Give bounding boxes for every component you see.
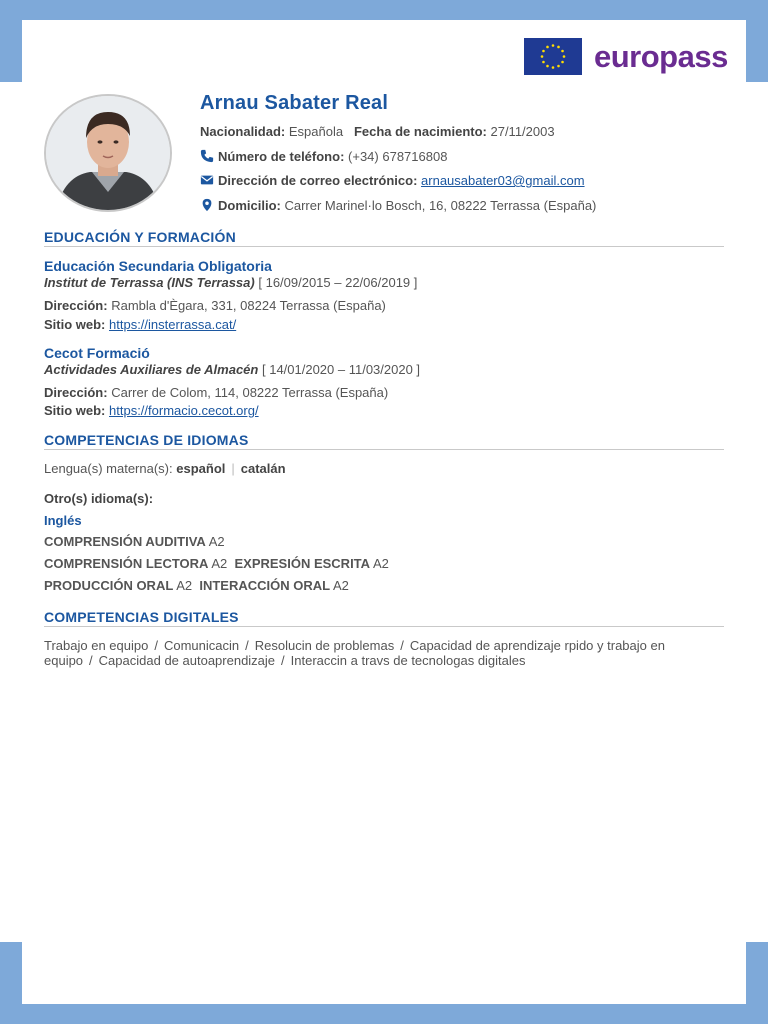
eu-flag-icon — [524, 38, 582, 75]
language-name: Inglés — [44, 513, 82, 528]
education-item-address-label: Dirección: — [44, 385, 108, 400]
email-link[interactable]: arnausabater03@gmail.com — [421, 173, 585, 188]
education-item-web-label: Sitio web: — [44, 403, 106, 418]
separator: / — [400, 638, 404, 653]
listening-label: COMPRENSIÓN AUDITIVA — [44, 534, 206, 549]
digital-skill-item: Comunicacin — [163, 638, 240, 653]
education-item-org-line — [44, 275, 417, 290]
birth-label: Fecha de nacimiento: — [353, 124, 487, 139]
writing-label: EXPRESIÓN ESCRITA — [234, 556, 371, 571]
education-item-org-line — [44, 362, 420, 377]
eu-star — [552, 44, 555, 47]
digital-skill-item: Capacidad de autoaprendizaje — [98, 653, 276, 668]
separator: / — [89, 653, 93, 668]
separator: / — [245, 638, 249, 653]
phone-label: Número de teléfono: — [218, 149, 345, 164]
education-item-web-line — [44, 403, 259, 418]
digital-skill-item: Trabajo en equipo — [44, 638, 149, 653]
separator: / — [281, 653, 285, 668]
mother-tongue-item: catalán — [240, 461, 286, 476]
digital-skill-item: Capacidad de aprendizaje rpido y trabajo en equipo — [44, 638, 665, 668]
section-digital-title: COMPETENCIAS DIGITALES — [44, 609, 724, 627]
education-item-org: Institut de Terrassa (INS Terrassa) — [44, 275, 255, 290]
education-item-web-label: Sitio web: — [44, 317, 106, 332]
eu-star — [557, 46, 560, 49]
reading-level: A2 — [211, 556, 228, 571]
interaction-level: A2 — [332, 578, 349, 593]
language-skill-line — [44, 534, 225, 549]
mother-tongue-label: Lengua(s) materna(s): — [44, 461, 173, 476]
envelope-icon — [200, 173, 214, 187]
nationality-value: Española — [288, 124, 344, 139]
location-pin-icon — [200, 198, 214, 212]
education-item-address: Carrer de Colom, 114, 08222 Terrassa (España) — [111, 385, 389, 400]
eu-star — [541, 55, 544, 58]
education-item-org: Actividades Auxiliares de Almacén — [44, 362, 259, 377]
digital-skill-item: Resolucin de problemas — [254, 638, 395, 653]
education-item-dates: [ 14/01/2020 – 11/03/2020 ] — [261, 362, 421, 377]
education-item-web-link[interactable]: https://formacio.cecot.org/ — [109, 403, 259, 418]
phone-icon — [200, 149, 214, 163]
eu-star — [552, 66, 555, 69]
section-languages-title: COMPETENCIAS DE IDIOMAS — [44, 432, 724, 450]
europass-logo — [524, 38, 728, 75]
production-label: PRODUCCIÓN ORAL — [44, 578, 174, 593]
person-name: Arnau Sabater Real — [200, 92, 389, 114]
language-skill-line — [44, 578, 349, 593]
education-item-title: Cecot Formació — [44, 345, 150, 361]
other-languages-label — [44, 491, 153, 506]
separator: | — [231, 461, 235, 476]
nationality-birth-line — [200, 124, 555, 139]
language-skill-line — [44, 556, 389, 571]
separator: / — [154, 638, 158, 653]
education-item-web-line — [44, 317, 236, 332]
education-item-address-label: Dirección: — [44, 298, 108, 313]
address-line — [200, 198, 596, 213]
eu-star — [561, 61, 564, 64]
eu-star — [563, 55, 566, 58]
section-education-title: EDUCACIÓN Y FORMACIÓN — [44, 229, 724, 247]
eu-star — [542, 50, 545, 53]
other-languages-label-text: Otro(s) idioma(s): — [44, 491, 154, 506]
digital-skill-item: Interaccin a travs de tecnologas digitales — [290, 653, 526, 668]
phone-value: (+34) 678716808 — [348, 149, 448, 164]
interaction-label: INTERACCIÓN ORAL — [199, 578, 331, 593]
europass-wordmark: europass — [594, 39, 728, 74]
nationality-label: Nacionalidad: — [200, 124, 286, 139]
phone-line — [200, 149, 447, 164]
eu-star — [557, 65, 560, 68]
eu-star — [546, 46, 549, 49]
mother-tongue-item: español — [176, 461, 226, 476]
birth-value: 27/11/2003 — [490, 124, 555, 139]
email-label: Dirección de correo electrónico: — [218, 173, 418, 188]
education-item-address-line — [44, 385, 388, 400]
reading-label: COMPRENSIÓN LECTORA — [44, 556, 209, 571]
writing-level: A2 — [372, 556, 389, 571]
email-line — [200, 173, 585, 188]
education-item-dates: [ 16/09/2015 – 22/06/2019 ] — [258, 275, 418, 290]
mother-tongue-line — [44, 461, 286, 476]
address-value: Carrer Marinel·lo Bosch, 16, 08222 Terrassa (España) — [284, 198, 597, 213]
listening-level: A2 — [208, 534, 225, 549]
address-label: Domicilio: — [218, 198, 281, 213]
education-item-web-link[interactable]: https://insterrassa.cat/ — [109, 317, 237, 332]
education-item-address-line — [44, 298, 386, 313]
profile-photo — [44, 94, 172, 212]
eu-star — [561, 50, 564, 53]
digital-skills-list — [44, 638, 724, 668]
production-level: A2 — [176, 578, 193, 593]
education-item-address: Rambla d'Ègara, 331, 08224 Terrassa (España) — [111, 298, 386, 313]
education-item-title: Educación Secundaria Obligatoria — [44, 258, 272, 274]
eu-star — [542, 61, 545, 64]
eu-star — [546, 65, 549, 68]
